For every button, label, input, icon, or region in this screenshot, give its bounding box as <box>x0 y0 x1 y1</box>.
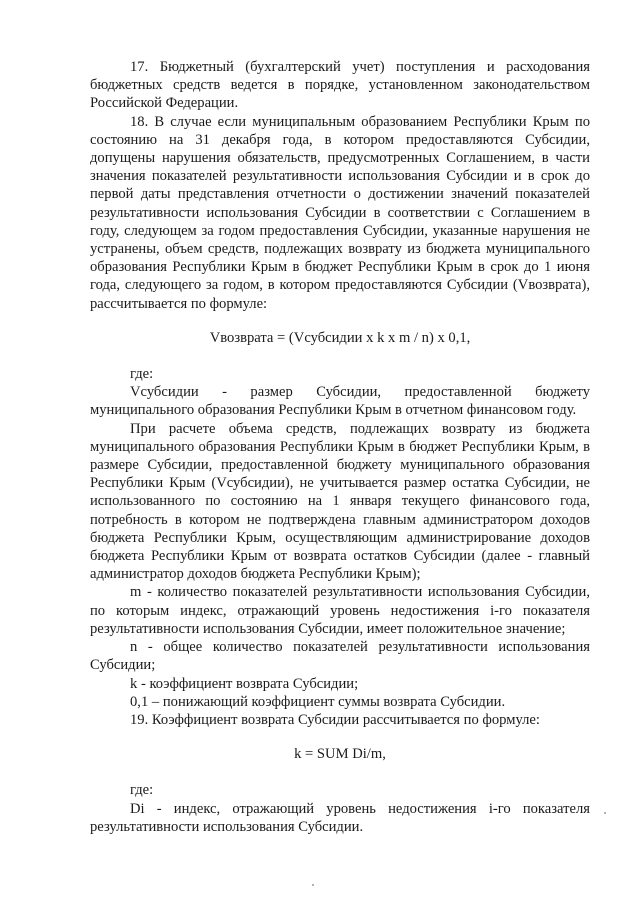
definition-k: k - коэффициент возврата Субсидии; <box>130 675 359 692</box>
definition-vsubsidii: Vсубсидии - размер Субсидии, предоставленной бюджету муниципального образования Республики Крым в отчетном финансовом году. <box>90 384 590 419</box>
document-body <box>90 58 590 836</box>
paragraph-18: 18. В случае если муниципальным образованием Республики Крым по состоянию на 31 декабря года, в котором предоставляются Субсидии, допущены нарушения обязательств, предусмотренных Соглашением, в части значения показателей результативности использования Субсидии и в срок до первой даты представления отчетности о достижении значений показателей результативности использования Субсидии в соответствии с Соглашением в году, следующем за годом предоставления Субсидии, указанные нарушения не устранены, объем средств, подлежащих возврату из бюджета муниципального образования Республики Крым в бюджет Республики Крым в срок до 1 июня года, следующего за годом, в котором предоставляются Субсидии (Vвозврата), рассчитывается по формуле: <box>90 113 590 312</box>
paragraph-19: 19. Коэффициент возврата Субсидии рассчитывается по формуле: <box>130 711 540 728</box>
definition-di: Di - индекс, отражающий уровень недостижения i-го показателя результативности использования Субсидии. <box>90 800 590 835</box>
definition-n: n - общее количество показателей результативности использования Субсидии; <box>90 639 590 674</box>
formula-vozvrata: Vвозврата = (Vсубсидии x k x m / n) x 0,1, <box>209 329 471 346</box>
scan-speck-bottom <box>312 884 314 886</box>
definition-coefficient: 0,1 – понижающий коэффициент суммы возврата Субсидии. <box>130 693 506 710</box>
where-label: где: <box>130 366 154 383</box>
definition-m: m - количество показателей результативности использования Субсидии, по которым индекс, отражающий уровень недостижения i-го показателя результативности использования Субсидии, имеет положительное значение; <box>90 584 590 637</box>
scan-speck <box>604 812 606 814</box>
calculation-note: При расчете объема средств, подлежащих возврату из бюджета муниципального образования Республики Крым в бюджет Республики Крым, в размере Субсидии, предоставленной бюджету муниципального образования Республики Крым (Vсубсидии), не учитывается размер остатка Субсидии, не использованного по состоянию на 1 января текущего финансового года, потребность в котором не подтверждена главным администратором доходов бюджета Республики Крым, осуществляющим администрирование доходов бюджета Республики Крым от возврата остатков Субсидии (далее - главный администратор доходов бюджета Республики Крым); <box>90 420 590 583</box>
where-label-2: где: <box>130 782 154 799</box>
formula-k: k = SUM Di/m, <box>294 746 386 763</box>
paragraph-17: 17. Бюджетный (бухгалтерский учет) поступления и расходования бюджетных средств ведется в порядке, установленном законодательством Российской Федерации. <box>90 59 590 112</box>
